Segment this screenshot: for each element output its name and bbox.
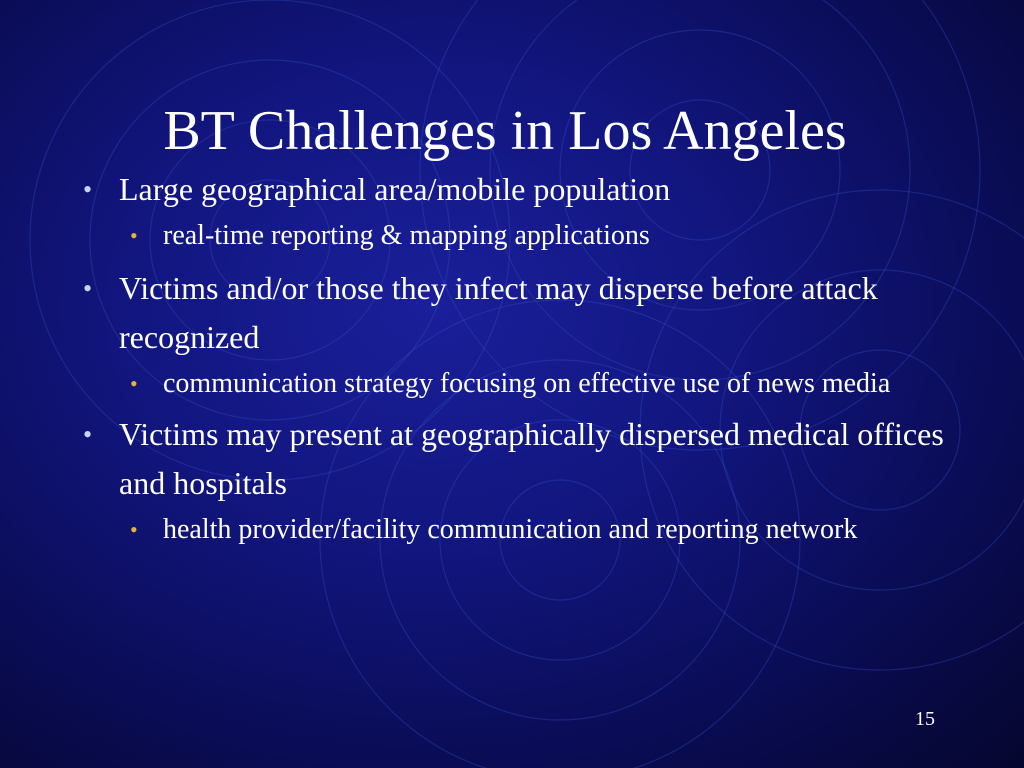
sub-bullet-icon: • <box>130 223 138 248</box>
bullet-text: Victims may present at geographically dispersed medical offices and hospitals <box>119 416 944 501</box>
sub-bullet-text: health provider/facility communication and reporting network <box>163 514 858 545</box>
bullet-text: Victims and/or those they infect may disperse before attack recognized <box>119 270 878 355</box>
page-number: 15 <box>915 708 935 730</box>
sub-bullet-icon: • <box>130 517 138 542</box>
bullet-text: Large geographical area/mobile population <box>119 171 671 207</box>
bullet-list <box>82 165 972 552</box>
slide-title: BT Challenges in Los Angeles <box>163 100 847 162</box>
sub-bullet-item <box>82 508 972 552</box>
bullet-icon: • <box>83 175 93 204</box>
bullet-item <box>82 165 972 214</box>
sub-bullet-item <box>82 362 972 406</box>
sub-bullet-text: real-time reporting & mapping applications <box>163 220 650 251</box>
bullet-item <box>82 264 972 362</box>
bullet-icon: • <box>83 274 93 303</box>
bullet-item <box>82 410 972 508</box>
sub-bullet-icon: • <box>130 371 138 396</box>
sub-bullet-item <box>82 214 972 258</box>
bullet-icon: • <box>83 420 93 449</box>
sub-bullet-text: communication strategy focusing on effective use of news media <box>163 368 891 399</box>
